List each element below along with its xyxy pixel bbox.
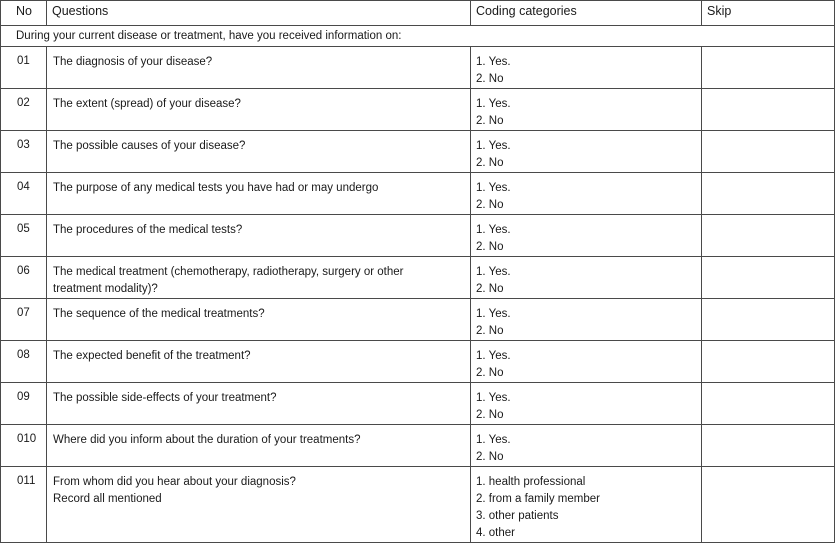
row-number: 04 xyxy=(1,173,47,215)
skip-cell xyxy=(702,299,835,341)
coding-option: 2. No xyxy=(476,115,504,127)
table-row xyxy=(1,47,835,89)
coding-option: 1. Yes. xyxy=(476,350,511,362)
skip-cell xyxy=(702,383,835,425)
question-text: Record all mentioned xyxy=(53,493,162,505)
question-text: The purpose of any medical tests you have had or may undergo xyxy=(53,182,379,194)
question-text: treatment modality)? xyxy=(53,283,158,295)
question-cell xyxy=(47,173,471,215)
question-text: Where did you inform about the duration of your treatments? xyxy=(53,434,361,446)
coding-option: 1. Yes. xyxy=(476,392,511,404)
skip-cell xyxy=(702,341,835,383)
row-number: 010 xyxy=(1,425,47,467)
question-cell xyxy=(47,131,471,173)
coding-option: 1. Yes. xyxy=(476,434,511,446)
coding-categories-cell xyxy=(471,299,702,341)
question-cell xyxy=(47,89,471,131)
question-text: The procedures of the medical tests? xyxy=(53,224,243,236)
coding-option: 1. Yes. xyxy=(476,56,511,68)
coding-option: 4. other xyxy=(476,527,515,539)
header-coding-categories: Coding categories xyxy=(471,1,702,26)
question-text: The possible causes of your disease? xyxy=(53,140,246,152)
header-no: No xyxy=(1,1,47,26)
skip-cell xyxy=(702,173,835,215)
coding-categories-cell xyxy=(471,341,702,383)
skip-cell xyxy=(702,215,835,257)
coding-option: 2. No xyxy=(476,367,504,379)
row-number: 02 xyxy=(1,89,47,131)
coding-categories-cell xyxy=(471,173,702,215)
coding-option: 2. No xyxy=(476,157,504,169)
skip-cell xyxy=(702,257,835,299)
question-text: The medical treatment (chemotherapy, radiotherapy, surgery or other xyxy=(53,266,404,278)
row-number: 07 xyxy=(1,299,47,341)
coding-option: 2. No xyxy=(476,409,504,421)
question-text: The extent (spread) of your disease? xyxy=(53,98,241,110)
coding-option: 1. Yes. xyxy=(476,224,511,236)
question-text: The expected benefit of the treatment? xyxy=(53,350,251,362)
table-row xyxy=(1,89,835,131)
skip-cell xyxy=(702,89,835,131)
coding-option: 2. No xyxy=(476,241,504,253)
coding-option: 2. No xyxy=(476,283,504,295)
coding-option: 1. Yes. xyxy=(476,140,511,152)
question-cell xyxy=(47,341,471,383)
table-row xyxy=(1,467,835,543)
row-number: 09 xyxy=(1,383,47,425)
question-cell xyxy=(47,47,471,89)
question-text: From whom did you hear about your diagnosis? xyxy=(53,476,296,488)
header-row xyxy=(1,1,835,26)
question-cell xyxy=(47,425,471,467)
coding-option: 2. from a family member xyxy=(476,493,600,505)
table-row xyxy=(1,341,835,383)
skip-cell xyxy=(702,131,835,173)
table-row xyxy=(1,173,835,215)
row-number: 05 xyxy=(1,215,47,257)
coding-option: 3. other patients xyxy=(476,510,559,522)
coding-categories-cell xyxy=(471,47,702,89)
section-intro: During your current disease or treatment, have you received information on: xyxy=(1,26,835,47)
question-cell xyxy=(47,299,471,341)
coding-categories-cell xyxy=(471,131,702,173)
question-cell xyxy=(47,383,471,425)
header-skip: Skip xyxy=(702,1,835,26)
coding-categories-cell xyxy=(471,425,702,467)
row-number: 011 xyxy=(1,467,47,543)
coding-option: 2. No xyxy=(476,325,504,337)
coding-option: 1. health professional xyxy=(476,476,586,488)
header-questions: Questions xyxy=(47,1,471,26)
row-number: 03 xyxy=(1,131,47,173)
coding-option: 1. Yes. xyxy=(476,266,511,278)
table-row xyxy=(1,383,835,425)
coding-categories-cell xyxy=(471,383,702,425)
question-cell xyxy=(47,257,471,299)
section-row xyxy=(1,26,835,47)
coding-option: 2. No xyxy=(476,73,504,85)
question-text: The sequence of the medical treatments? xyxy=(53,308,265,320)
question-text: The possible side-effects of your treatment? xyxy=(53,392,277,404)
table-row xyxy=(1,131,835,173)
row-number: 01 xyxy=(1,47,47,89)
coding-categories-cell xyxy=(471,467,702,543)
table-row xyxy=(1,299,835,341)
table-row xyxy=(1,215,835,257)
row-number: 06 xyxy=(1,257,47,299)
coding-option: 1. Yes. xyxy=(476,98,511,110)
skip-cell xyxy=(702,425,835,467)
row-number: 08 xyxy=(1,341,47,383)
coding-categories-cell xyxy=(471,89,702,131)
coding-option: 1. Yes. xyxy=(476,182,511,194)
question-cell xyxy=(47,467,471,543)
question-text: The diagnosis of your disease? xyxy=(53,56,213,68)
table-row xyxy=(1,257,835,299)
table-row xyxy=(1,425,835,467)
question-cell xyxy=(47,215,471,257)
coding-option: 2. No xyxy=(476,199,504,211)
coding-option: 2. No xyxy=(476,451,504,463)
skip-cell xyxy=(702,47,835,89)
coding-categories-cell xyxy=(471,215,702,257)
skip-cell xyxy=(702,467,835,543)
coding-option: 1. Yes. xyxy=(476,308,511,320)
coding-categories-cell xyxy=(471,257,702,299)
